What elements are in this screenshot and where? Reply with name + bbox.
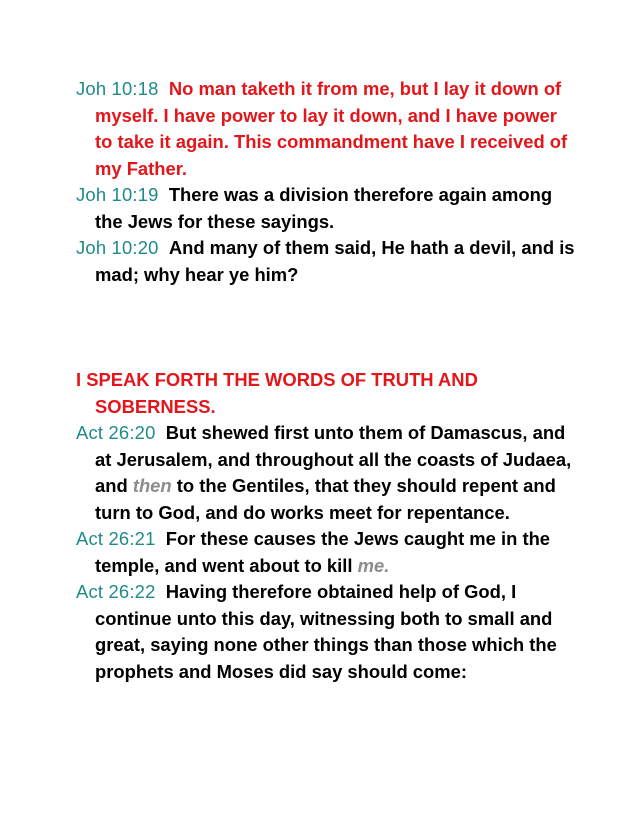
section-spacer (76, 288, 576, 367)
verse-text: There was a division therefore again among the Jews for these sayings. (95, 184, 553, 232)
verse-reference: Act 26:22 (76, 581, 156, 602)
verse-reference: Act 26:21 (76, 528, 156, 549)
verse-joh-10-20 (76, 235, 576, 288)
section-acts-26 (76, 367, 576, 685)
verse-reference: Act 26:20 (76, 422, 156, 443)
verse-italic-word: me. (357, 554, 390, 576)
verse-text: For these causes the Jews caught me in the temple, and went about to kill (95, 528, 551, 576)
verse-reference: Joh 10:20 (76, 237, 159, 258)
verse-joh-10-18 (76, 76, 576, 182)
section-heading: I SPEAK FORTH THE WORDS OF TRUTH AND SOBERNESS. (76, 369, 478, 417)
verse-act-26-20 (76, 420, 576, 526)
verse-text: And many of them said, He hath a devil, and is mad; why hear ye him? (95, 237, 575, 285)
verse-text: Having therefore obtained help of God, I continue unto this day, witnessing both to small and great, saying none other things than those which the prophets and Moses did say should come: (95, 581, 557, 682)
verse-act-26-22 (76, 579, 576, 685)
verse-act-26-21 (76, 526, 576, 579)
section-john-10 (76, 76, 576, 288)
verse-reference: Joh 10:19 (76, 184, 159, 205)
verse-reference: Joh 10:18 (76, 78, 159, 99)
verse-text: No man taketh it from me, but I lay it down of myself. I have power to lay it down, and I have power to take it again. This commandment have I received of my Father. (95, 78, 568, 179)
document-page (76, 76, 576, 685)
verse-text-continued: to the Gentiles, that they should repent and turn to God, and do works meet for repentance. (95, 475, 556, 523)
verse-text: But shewed first unto them of Damascus, and at Jerusalem, and throughout all the coasts of Judaea, and (95, 422, 572, 496)
verse-italic-word: then (132, 475, 172, 496)
verse-joh-10-19 (76, 182, 576, 235)
